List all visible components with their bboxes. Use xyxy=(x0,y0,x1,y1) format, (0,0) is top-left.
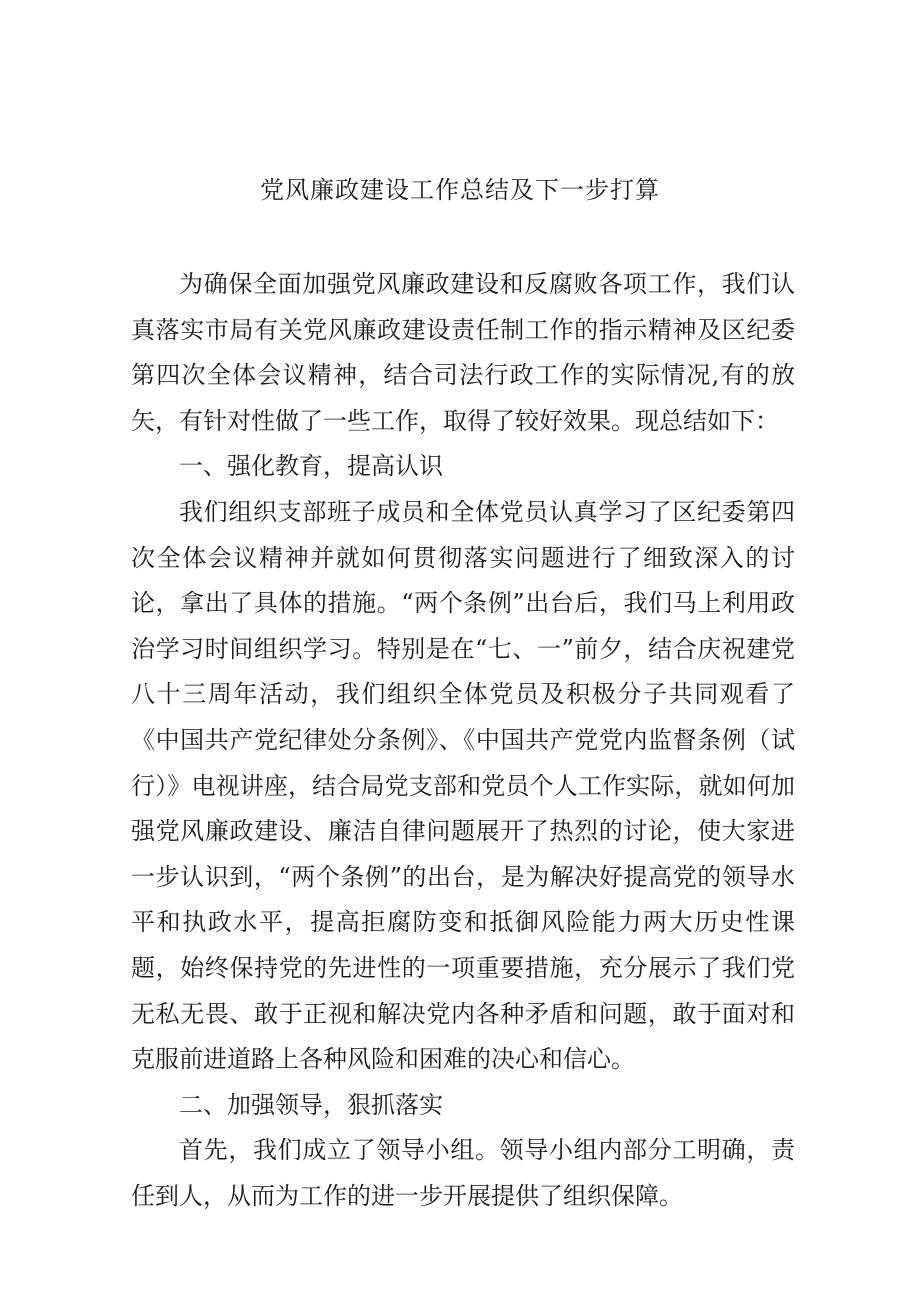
document-title: 党风廉政建设工作总结及下一步打算 xyxy=(260,176,660,204)
section-heading-1: 一、强化教育，提高认识 xyxy=(179,452,443,481)
section-heading-2: 二、加强领导，狠抓落实 xyxy=(179,1090,443,1119)
section-1-paragraph: 我们组织支部班子成员和全体党员认真学习了区纪委第四次全体会议精神并就如何贯彻落实问题进行了细致深入的讨论，拿出了具体的措施。“两个条例”出台后，我们马上利用政治学习时间组织学习。特别是在“七、一”前夕，结合庆祝建党八十三周年活动，我们组织全体党员及积极分子共同观看了《中国共产党纪律处分条例》、《中国共产党党内监督条例（试行）》电视讲座，结合局党支部和党员个人工作实际，就如何加强党风廉政建设、廉洁自律问题展开了热烈的讨论，使大家进一步认识到，“两个条例”的出台，是为解决好提高党的领导水平和执政水平，提高拒腐防变和抵御风险能力两大历史性课题，始终保持党的先进性的一项重要措施，充分展示了我们党无私无畏、敢于正视和解决党内各种矛盾和问题，敢于面对和克服前进道路上各种风险和困难的决心和信心。 xyxy=(131,497,795,1074)
document-body xyxy=(131,262,795,1219)
intro-paragraph: 为确保全面加强党风廉政建设和反腐败各项工作，我们认真落实市局有关党风廉政建设责任制工作的指示精神及区纪委第四次全体会议精神，结合司法行政工作的实际情况,有的放矢，有针对性做了一些工作，取得了较好效果。现总结如下： xyxy=(131,270,795,435)
section-2-paragraph: 首先，我们成立了领导小组。领导小组内部分工明确，责任到人，从而为工作的进一步开展提供了组织保障。 xyxy=(131,1136,795,1210)
